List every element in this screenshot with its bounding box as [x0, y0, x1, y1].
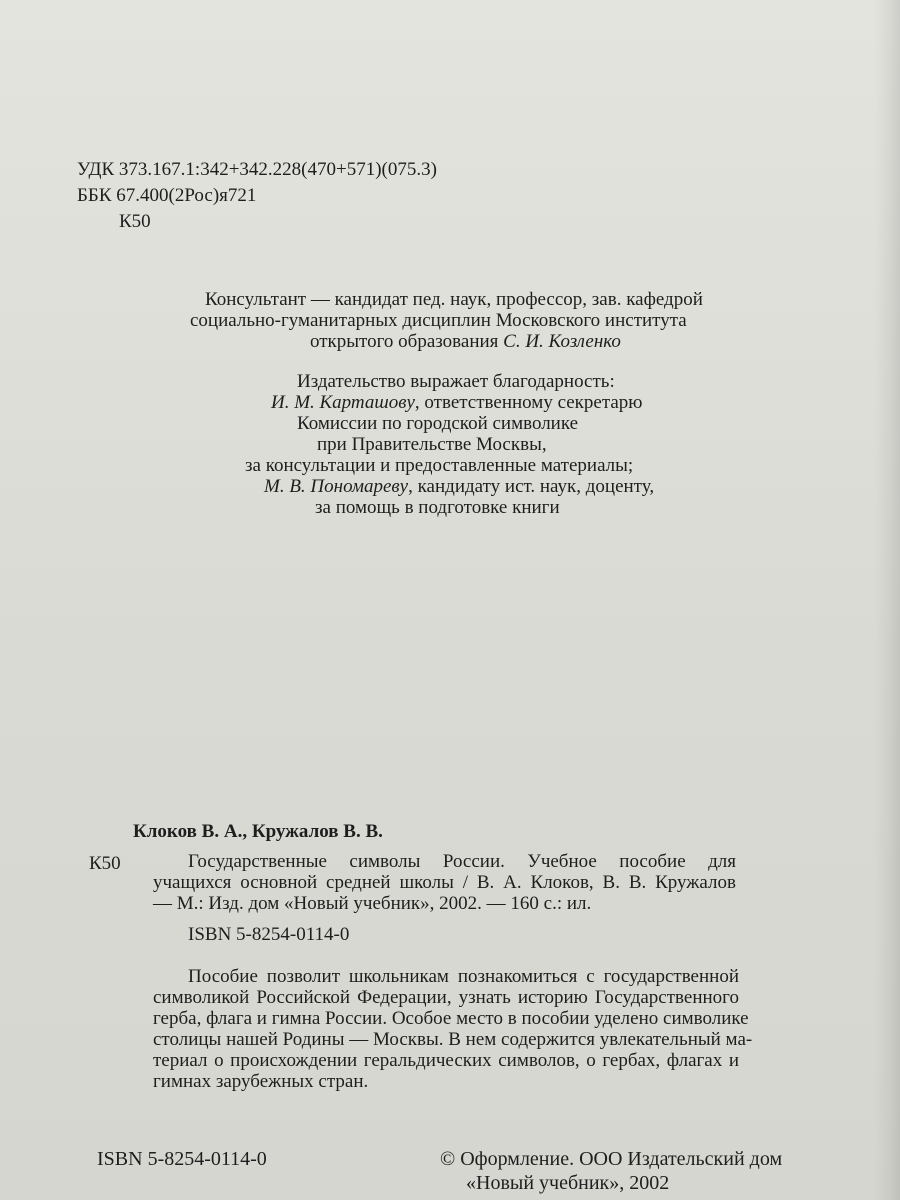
ack-line-3: Комиссии по городской символике [297, 413, 579, 434]
bib-mark: К50 [89, 853, 121, 874]
bbk-code: ББК 67.400(2Рос)я721 [77, 185, 257, 206]
udk-code: УДК 373.167.1:342+342.228(470+571)(075.3) [77, 159, 437, 180]
ack-line-7: за помощь в подготовке книги [315, 497, 560, 518]
consultant-line-1: Консультант — кандидат пед. наук, профессор, зав. кафедрой [205, 289, 703, 310]
ack-person-2-role: , кандидату ист. наук, доценту, [408, 476, 655, 497]
footer-copyright-line-2: «Новый учебник», 2002 [466, 1172, 670, 1194]
ack-person-1-name: И. М. Карташову [271, 392, 415, 413]
ack-line-5: за консультации и предоставленные материалы; [245, 455, 634, 476]
ack-person-2-name: М. В. Пономареву [264, 476, 409, 497]
ack-line-2 [271, 391, 643, 414]
consultant-line-3 [310, 330, 621, 353]
footer-isbn: ISBN 5-8254-0114-0 [97, 1148, 267, 1170]
bib-isbn: ISBN 5-8254-0114-0 [188, 924, 350, 945]
ack-intro: Издательство выражает благодарность: [297, 371, 615, 392]
consultant-line-3-prefix: открытого образования [310, 331, 504, 352]
annotation-line-5: териал о происхождении геральдических символов, о гербах, флагах и [153, 1050, 739, 1071]
ack-line-4: при Правительстве Москвы, [317, 434, 547, 455]
bib-line-3: — М.: Изд. дом «Новый учебник», 2002. — 160 с.: ил. [153, 893, 592, 914]
page-edge-shadow [874, 0, 900, 1200]
bib-line-1: Государственные символы России. Учебное пособие для [188, 851, 736, 872]
ack-line-6 [264, 475, 654, 498]
consultant-line-2: социально-гуманитарных дисциплин Московского института [190, 310, 687, 331]
bib-line-2: учащихся основной средней школы / В. А. Клоков, В. В. Кружалов [153, 872, 736, 893]
consultant-name: С. И. Козленко [503, 331, 621, 352]
author-mark: К50 [119, 211, 151, 232]
annotation-line-6: гимнах зарубежных стран. [153, 1071, 369, 1092]
footer-copyright-line-1: © Оформление. ООО Издательский дом [440, 1148, 783, 1170]
annotation-line-1: Пособие позволит школьникам познакомиться с государственной [188, 966, 739, 987]
annotation-line-3: герба, флага и гимна России. Особое место в пособии уделено символике [153, 1008, 749, 1029]
annotation-line-4: столицы нашей Родины — Москвы. В нем содержится увлекательный ма- [153, 1029, 753, 1050]
annotation-line-2: символикой Российской Федерации, узнать историю Государственного [153, 987, 739, 1008]
ack-person-1-role: , ответственному секретарю [414, 392, 643, 413]
bib-authors: Клоков В. А., Кружалов В. В. [133, 821, 383, 842]
